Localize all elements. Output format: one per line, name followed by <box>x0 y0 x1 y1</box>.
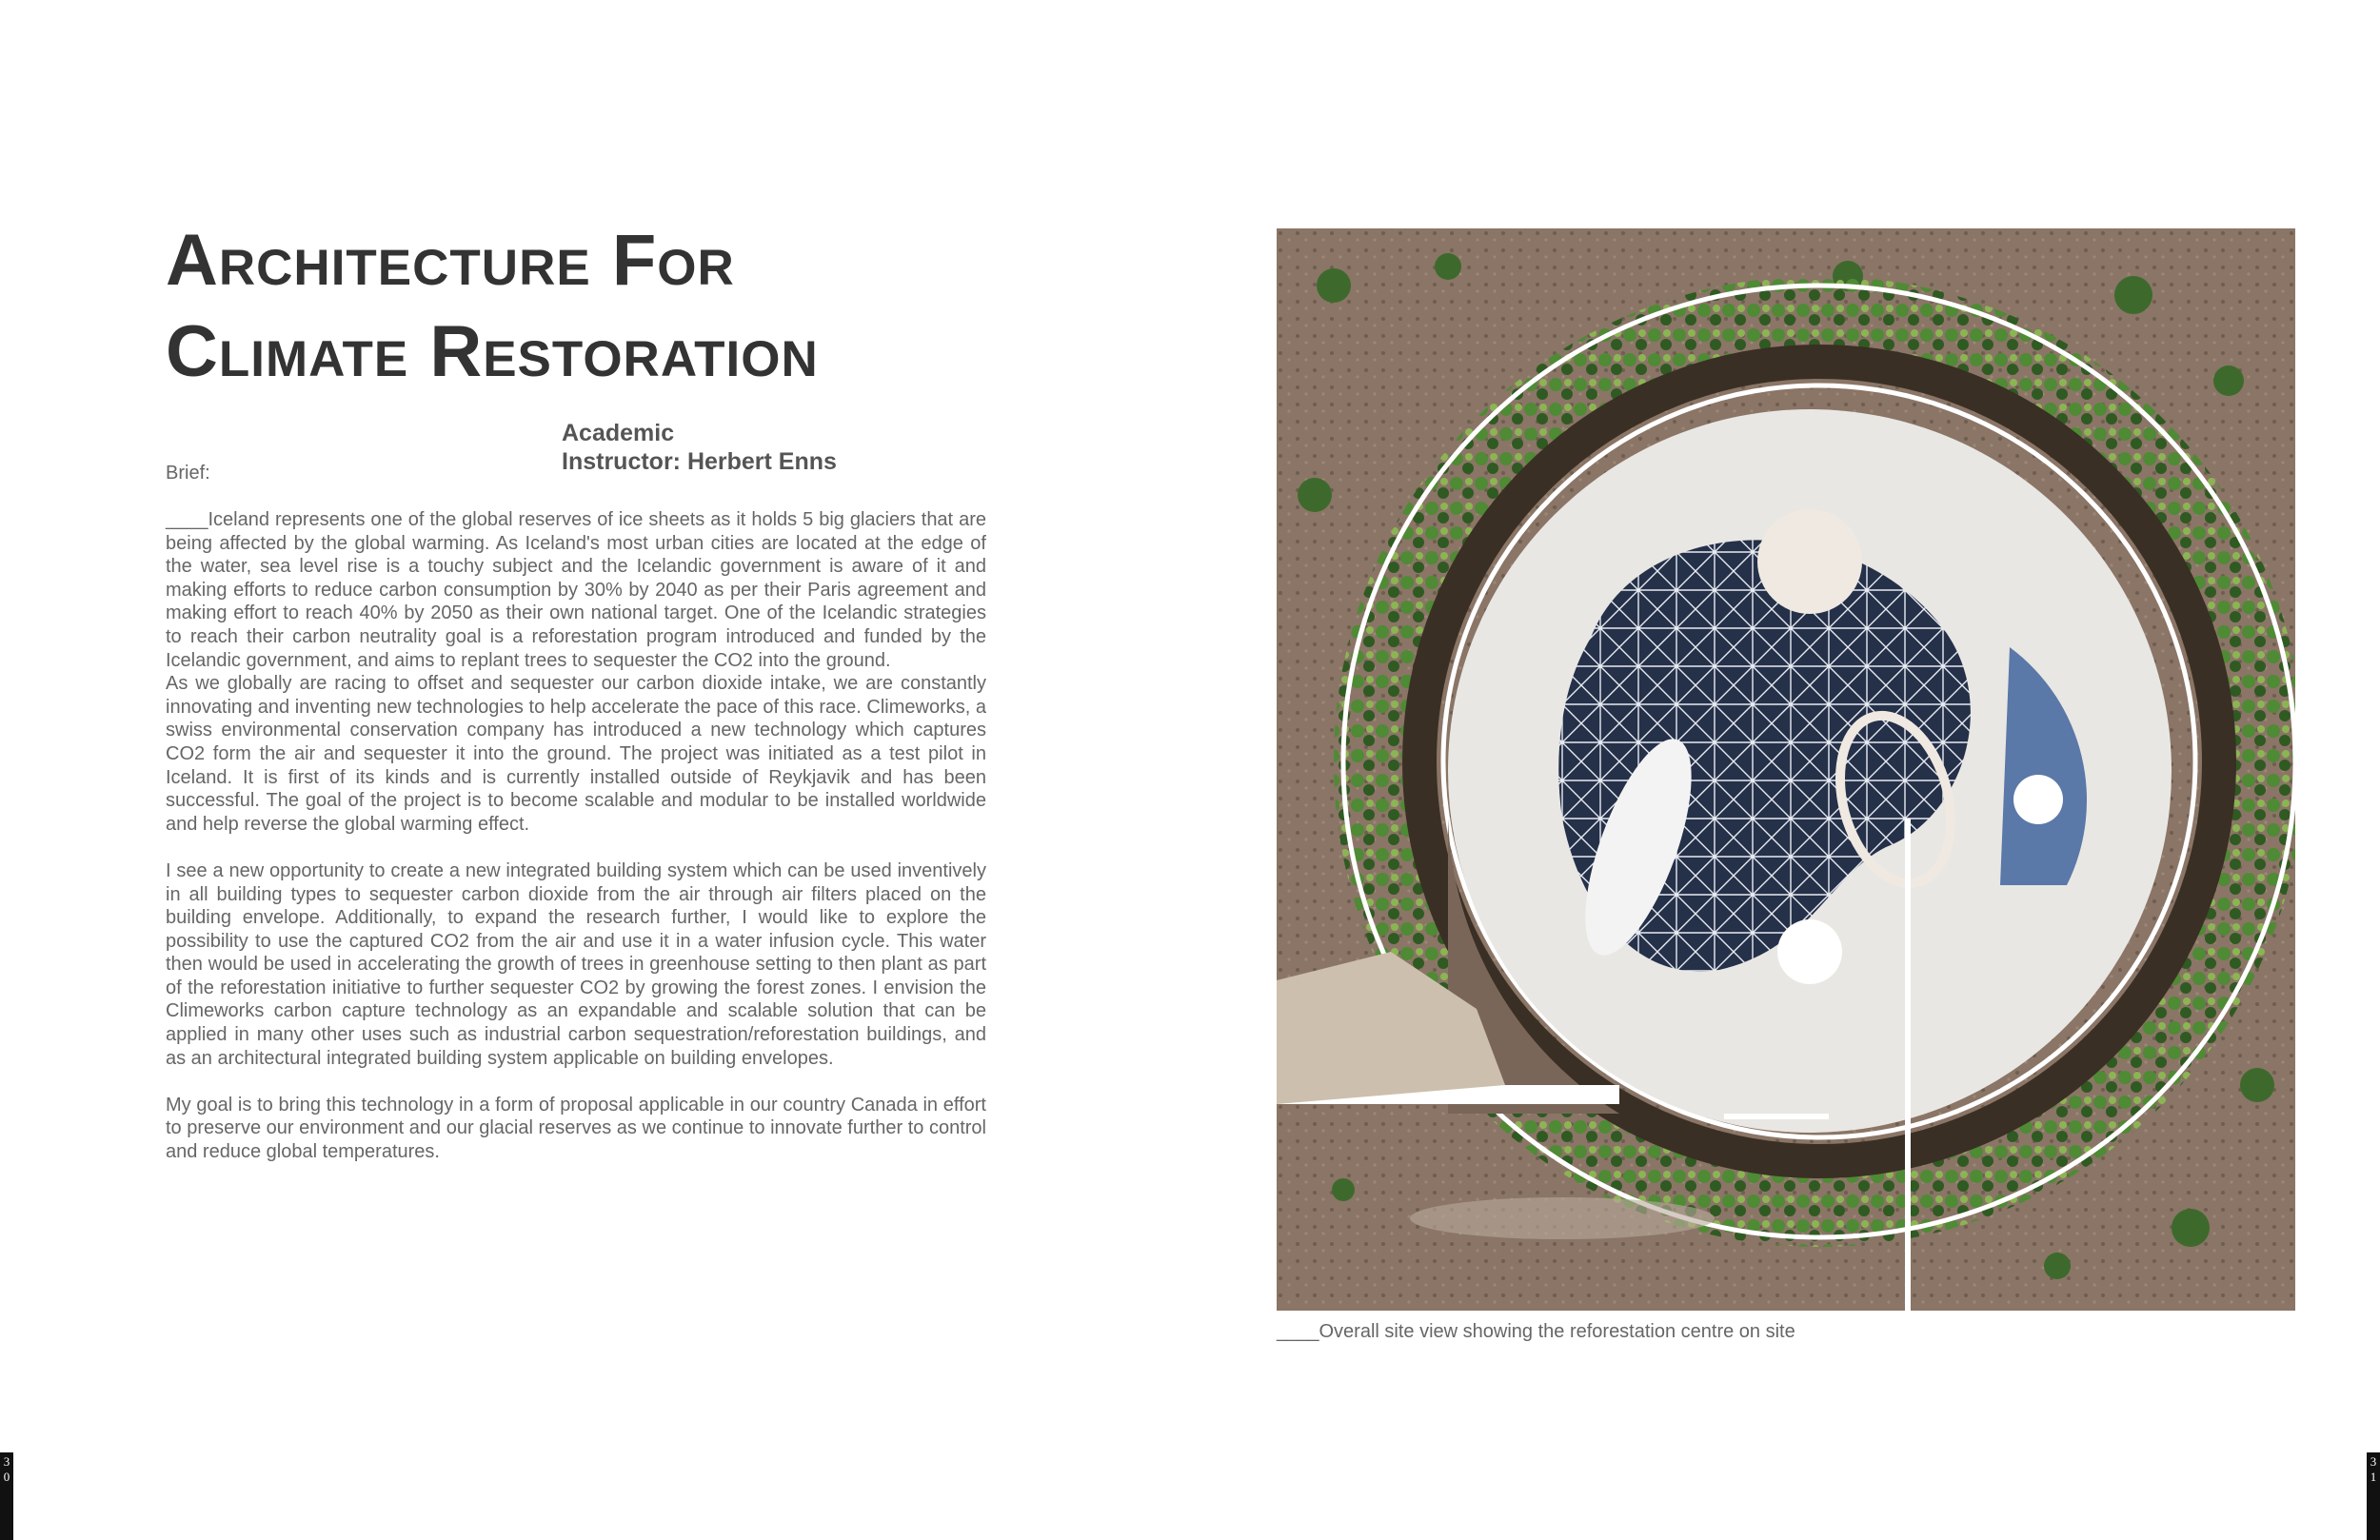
site-plan-image <box>1277 228 2295 1311</box>
site-plan-illustration <box>1277 228 2295 1311</box>
page-number-right <box>2367 1452 2380 1540</box>
paragraph-1: ____Iceland represents one of the global reserves of ice sheets as it holds 5 big glaciers that are being affected by the global warming. As Iceland's most urban cities are located at the edge of the water, sea level rise is a touchy subject and the Icelandic government is aware of it and making efforts to reduce carbon consumption by 30% by 2040 as per their Paris agreement and making effort to reach 40% by 2050 as their own national target. One of the Icelandic strategies to reach their carbon neutrality goal is a reforestation program introduced and funded by the Icelandic government, and aims to replant trees to sequester the CO2 into the ground. <box>166 509 986 671</box>
page-number-left <box>0 1452 13 1540</box>
paragraph-2: As we globally are racing to offset and sequester our carbon dioxide intake, we are constantly innovating and inventing new technologies to help accelerate the pace of this race. Climeworks, a swiss environmental conservation company has introduced a new technology which captures CO2 form the air and sequester it into the ground. The project was initiated as a test pilot in Iceland. It is first of its kinds and is currently installed outside of Reykjavik and has been successful. The goal of the project is to become scalable and modular to be installed worldwide and help reverse the global warming effect. <box>166 673 986 835</box>
project-meta <box>562 419 837 476</box>
project-type: Academic <box>562 420 675 446</box>
page-digit: 0 <box>3 1470 10 1484</box>
brief-body <box>166 508 986 1164</box>
page-title <box>166 215 819 398</box>
instructor-name: Instructor: Herbert Enns <box>562 448 837 475</box>
page-digit: 3 <box>3 1454 10 1469</box>
figure-caption: ____Overall site view showing the reforestation centre on site <box>1277 1321 1795 1342</box>
brief-label: Brief: <box>166 463 210 484</box>
page-digit: 3 <box>2370 1454 2377 1469</box>
title-line-2: Climate Restoration <box>166 311 819 392</box>
paragraph-3: I see a new opportunity to create a new integrated building system which can be used inventively in all building types to sequester carbon dioxide from the air through air filters placed on the building envelope. Additionally, to expand the research further, I would like to explore the possibility to use the captured CO2 from the air and use it in a water infusion cycle. This water then would be used in accelerating the growth of trees in greenhouse setting to then plant as part of the reforestation initiative to further sequester CO2 by growing the forest zones. I envision the Climeworks carbon capture technology as an expandable and scalable solution that can be applied in many other uses such as industrial carbon sequestration/reforestation buildings, and as an architectural integrated building system applicable on building envelopes. <box>166 859 986 1069</box>
paragraph-4: My goal is to bring this technology in a form of proposal applicable in our country Canada in effort to preserve our environment and our glacial reserves as we continue to innovate further to control and reduce global temperatures. <box>166 1094 986 1163</box>
page-digit: 1 <box>2370 1470 2377 1484</box>
title-line-1: Architecture For <box>166 220 735 301</box>
